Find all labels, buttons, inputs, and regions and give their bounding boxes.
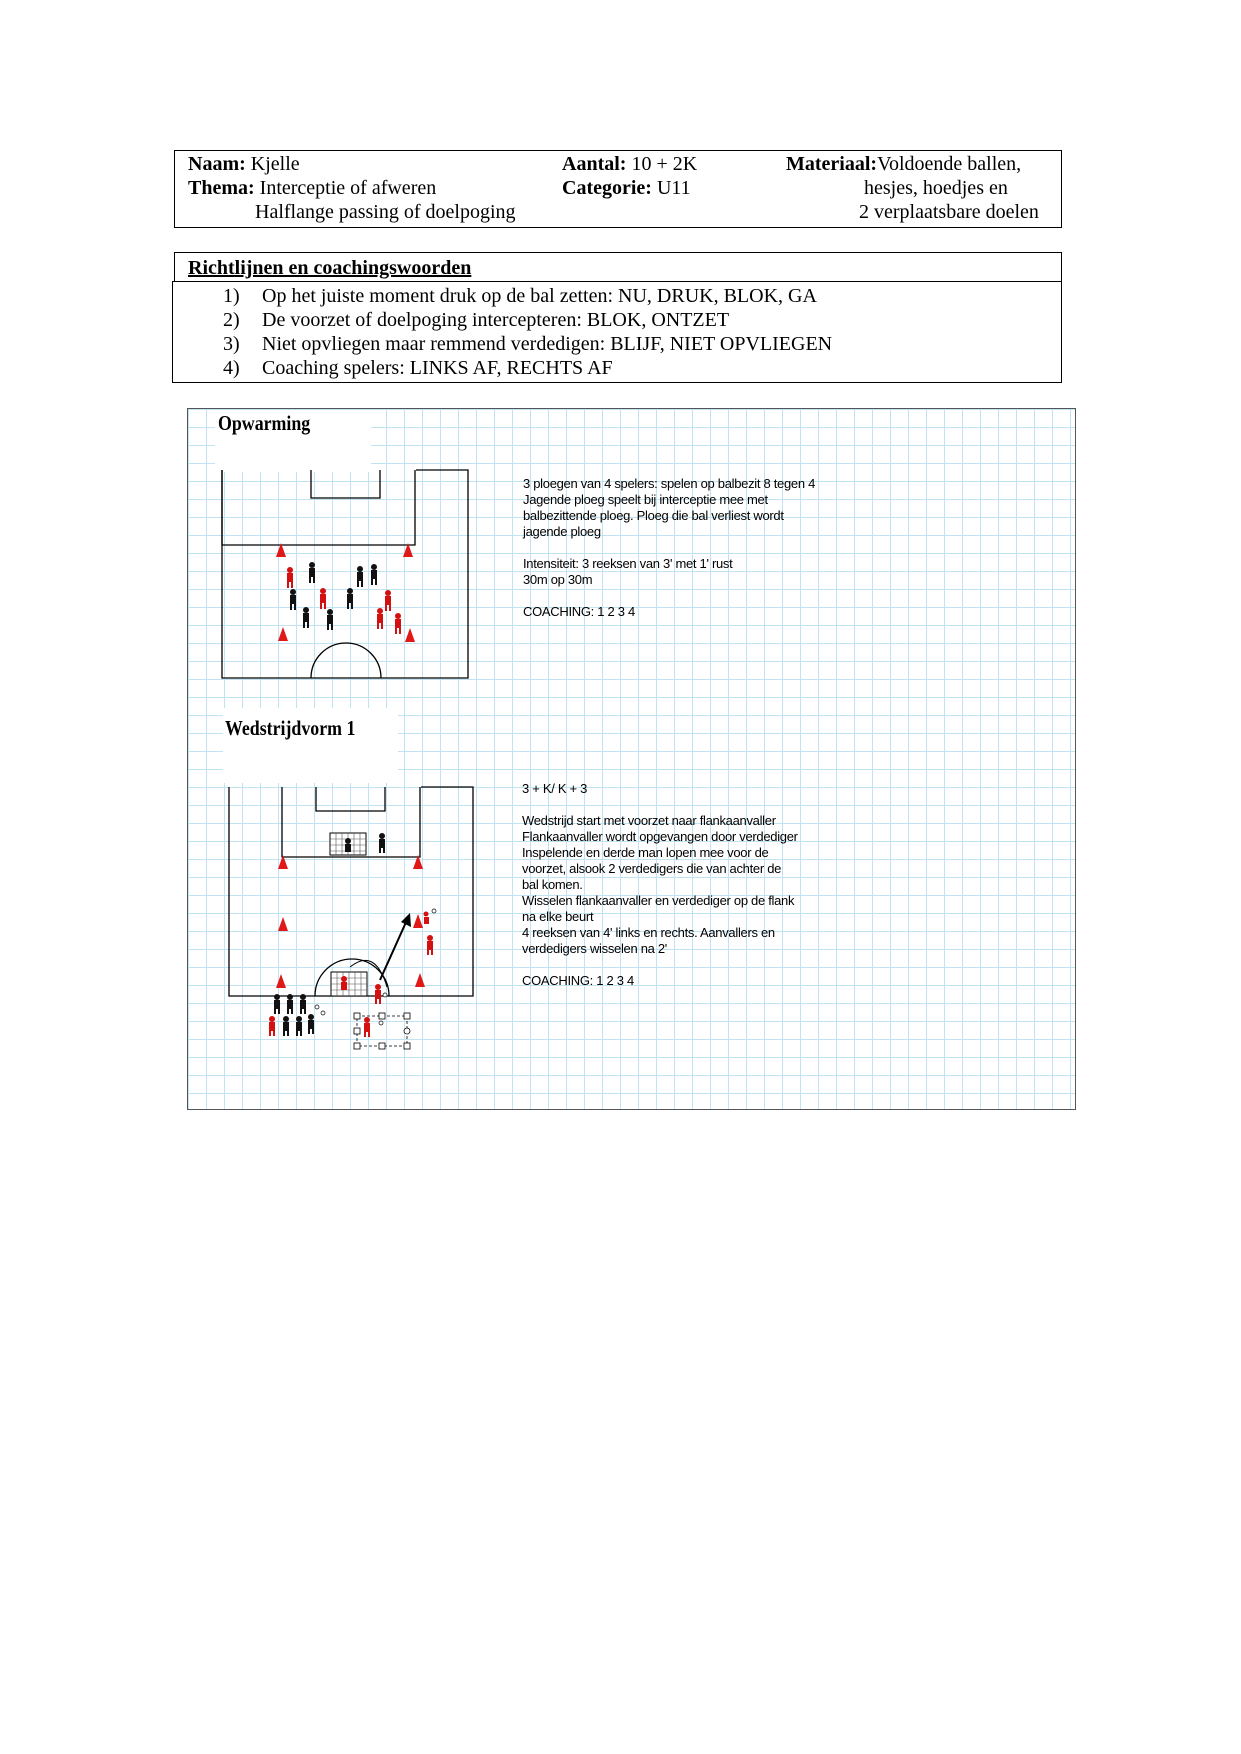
player — [327, 609, 333, 630]
player — [395, 613, 401, 634]
guideline-text-4: Coaching spelers: LINKS AF, RECHTS AF — [262, 357, 613, 379]
cone — [278, 627, 288, 641]
categorie-value: U11 — [656, 177, 691, 199]
match-line: bal komen. — [522, 877, 583, 892]
player — [308, 1014, 314, 1034]
player — [269, 1016, 275, 1036]
cone — [413, 914, 423, 928]
naam-row — [188, 152, 300, 176]
warmup-line — [523, 588, 815, 604]
match-title: Wedstrijdvorm 1 — [225, 716, 356, 740]
warmup-players — [287, 562, 401, 634]
guideline-num-4: 4) — [223, 357, 240, 379]
keeper-bottom — [341, 976, 347, 990]
warmup-line: Intensiteit: 3 reeksen van 3' met 1' rust — [523, 556, 733, 571]
match-line: 3 + K/ K + 3 — [522, 781, 588, 796]
naam-label: Naam: — [188, 153, 246, 175]
ball — [315, 1005, 319, 1009]
guideline-num-2: 2) — [223, 309, 240, 331]
naam-value: Kjelle — [250, 153, 300, 175]
guideline-text-1: Op het juiste moment druk op de bal zetten: NU, DRUK, BLOK, GA — [262, 285, 817, 307]
thema-value-2: Halflange passing of doelpoging — [255, 201, 516, 223]
warmup-pitch-outline — [222, 470, 468, 678]
player — [379, 833, 385, 853]
player — [287, 994, 293, 1014]
player — [424, 912, 430, 925]
player — [300, 994, 306, 1014]
player — [274, 994, 280, 1014]
player — [347, 588, 353, 609]
thema-row — [188, 176, 436, 200]
player — [320, 588, 326, 609]
warmup-pitch-diagram — [220, 470, 470, 680]
warmup-line: balbezittende ploeg. Ploeg die bal verliest wordt — [523, 508, 784, 523]
warmup-line: 30m op 30m — [523, 572, 593, 587]
cone — [278, 917, 288, 931]
warmup-centre-arc — [311, 643, 381, 678]
match-line — [522, 797, 798, 813]
guideline-text-2: De voorzet of doelpoging intercepteren: BLOK, ONTZET — [262, 309, 730, 331]
thema-label: Thema: — [188, 177, 255, 199]
pass-arrow — [380, 920, 407, 980]
warmup-title: Opwarming — [218, 411, 311, 435]
pass-arrow-head — [401, 913, 411, 927]
player — [385, 590, 391, 611]
categorie-label: Categorie: — [562, 177, 652, 199]
warmup-line — [523, 540, 815, 556]
materiaal-value-1: Voldoende ballen, — [877, 153, 1022, 175]
ball — [379, 1021, 383, 1025]
match-line: Inspelende en derde man lopen mee voor de — [522, 845, 769, 860]
match-line: Wedstrijd start met voorzet naar flankaanvaller — [522, 813, 776, 828]
cone — [276, 974, 286, 988]
materiaal-value-3: 2 verplaatsbare doelen — [859, 201, 1039, 223]
player — [290, 589, 296, 610]
guideline-num-3: 3) — [223, 333, 240, 355]
match-pitch-diagram — [225, 787, 475, 1057]
warmup-cones — [276, 543, 415, 642]
warmup-line: COACHING: 1 2 3 4 — [523, 604, 635, 619]
cone — [405, 628, 415, 642]
match-line — [522, 957, 798, 973]
match-description — [522, 781, 798, 989]
player — [375, 984, 381, 1004]
match-line: na elke beurt — [522, 909, 594, 924]
warmup-description — [523, 476, 815, 620]
guideline-num-1: 1) — [223, 285, 240, 307]
cone — [415, 973, 425, 987]
goal-bottom — [331, 972, 367, 996]
warmup-line: Jagende ploeg speelt bij interceptie mee met — [523, 492, 768, 507]
match-pitch-outline — [229, 787, 473, 996]
materiaal-label: Materiaal: — [786, 153, 878, 175]
match-line: COACHING: 1 2 3 4 — [522, 973, 634, 988]
warmup-penalty-box — [222, 470, 415, 545]
match-line: 4 reeksen van 4' links en rechts. Aanvallers en — [522, 925, 775, 940]
warmup-line: 3 ploegen van 4 spelers: spelen op balbezit 8 tegen 4 — [523, 476, 815, 491]
player — [371, 564, 377, 585]
warmup-line: jagende ploeg — [523, 524, 601, 539]
guidelines-title: Richtlijnen en coachingswoorden — [188, 257, 472, 279]
aantal-row — [562, 152, 697, 176]
selection-box — [354, 1013, 410, 1049]
match-goal-box — [316, 787, 385, 811]
match-line: Flankaanvaller wordt opgevangen door verdediger — [522, 829, 798, 844]
materiaal-value-2: hesjes, hoedjes en — [864, 177, 1008, 199]
player — [357, 566, 363, 587]
ball — [383, 993, 387, 997]
categorie-row — [562, 176, 691, 200]
match-line: voorzet, alsook 2 verdedigers die van achter de — [522, 861, 782, 876]
player — [427, 935, 433, 955]
player — [377, 608, 383, 629]
keeper-top — [345, 838, 351, 852]
warmup-goal-box — [311, 470, 380, 498]
match-line: Wisselen flankaanvaller en verdediger op de flank — [522, 893, 795, 908]
thema-value: Interceptie of afweren — [259, 177, 437, 199]
player — [296, 1016, 302, 1036]
aantal-value: 10 + 2K — [631, 153, 698, 175]
guideline-text-3: Niet opvliegen maar remmend verdedigen: BLIJF, NIET OPVLIEGEN — [262, 333, 833, 355]
player — [287, 567, 293, 588]
player — [309, 562, 315, 583]
match-line: verdedigers wisselen na 2' — [522, 941, 667, 956]
ball — [321, 1011, 325, 1015]
player — [283, 1016, 289, 1036]
player — [303, 607, 309, 628]
materiaal-row — [786, 152, 1021, 176]
player — [364, 1017, 370, 1037]
aantal-label: Aantal: — [562, 153, 627, 175]
ball — [432, 909, 436, 913]
